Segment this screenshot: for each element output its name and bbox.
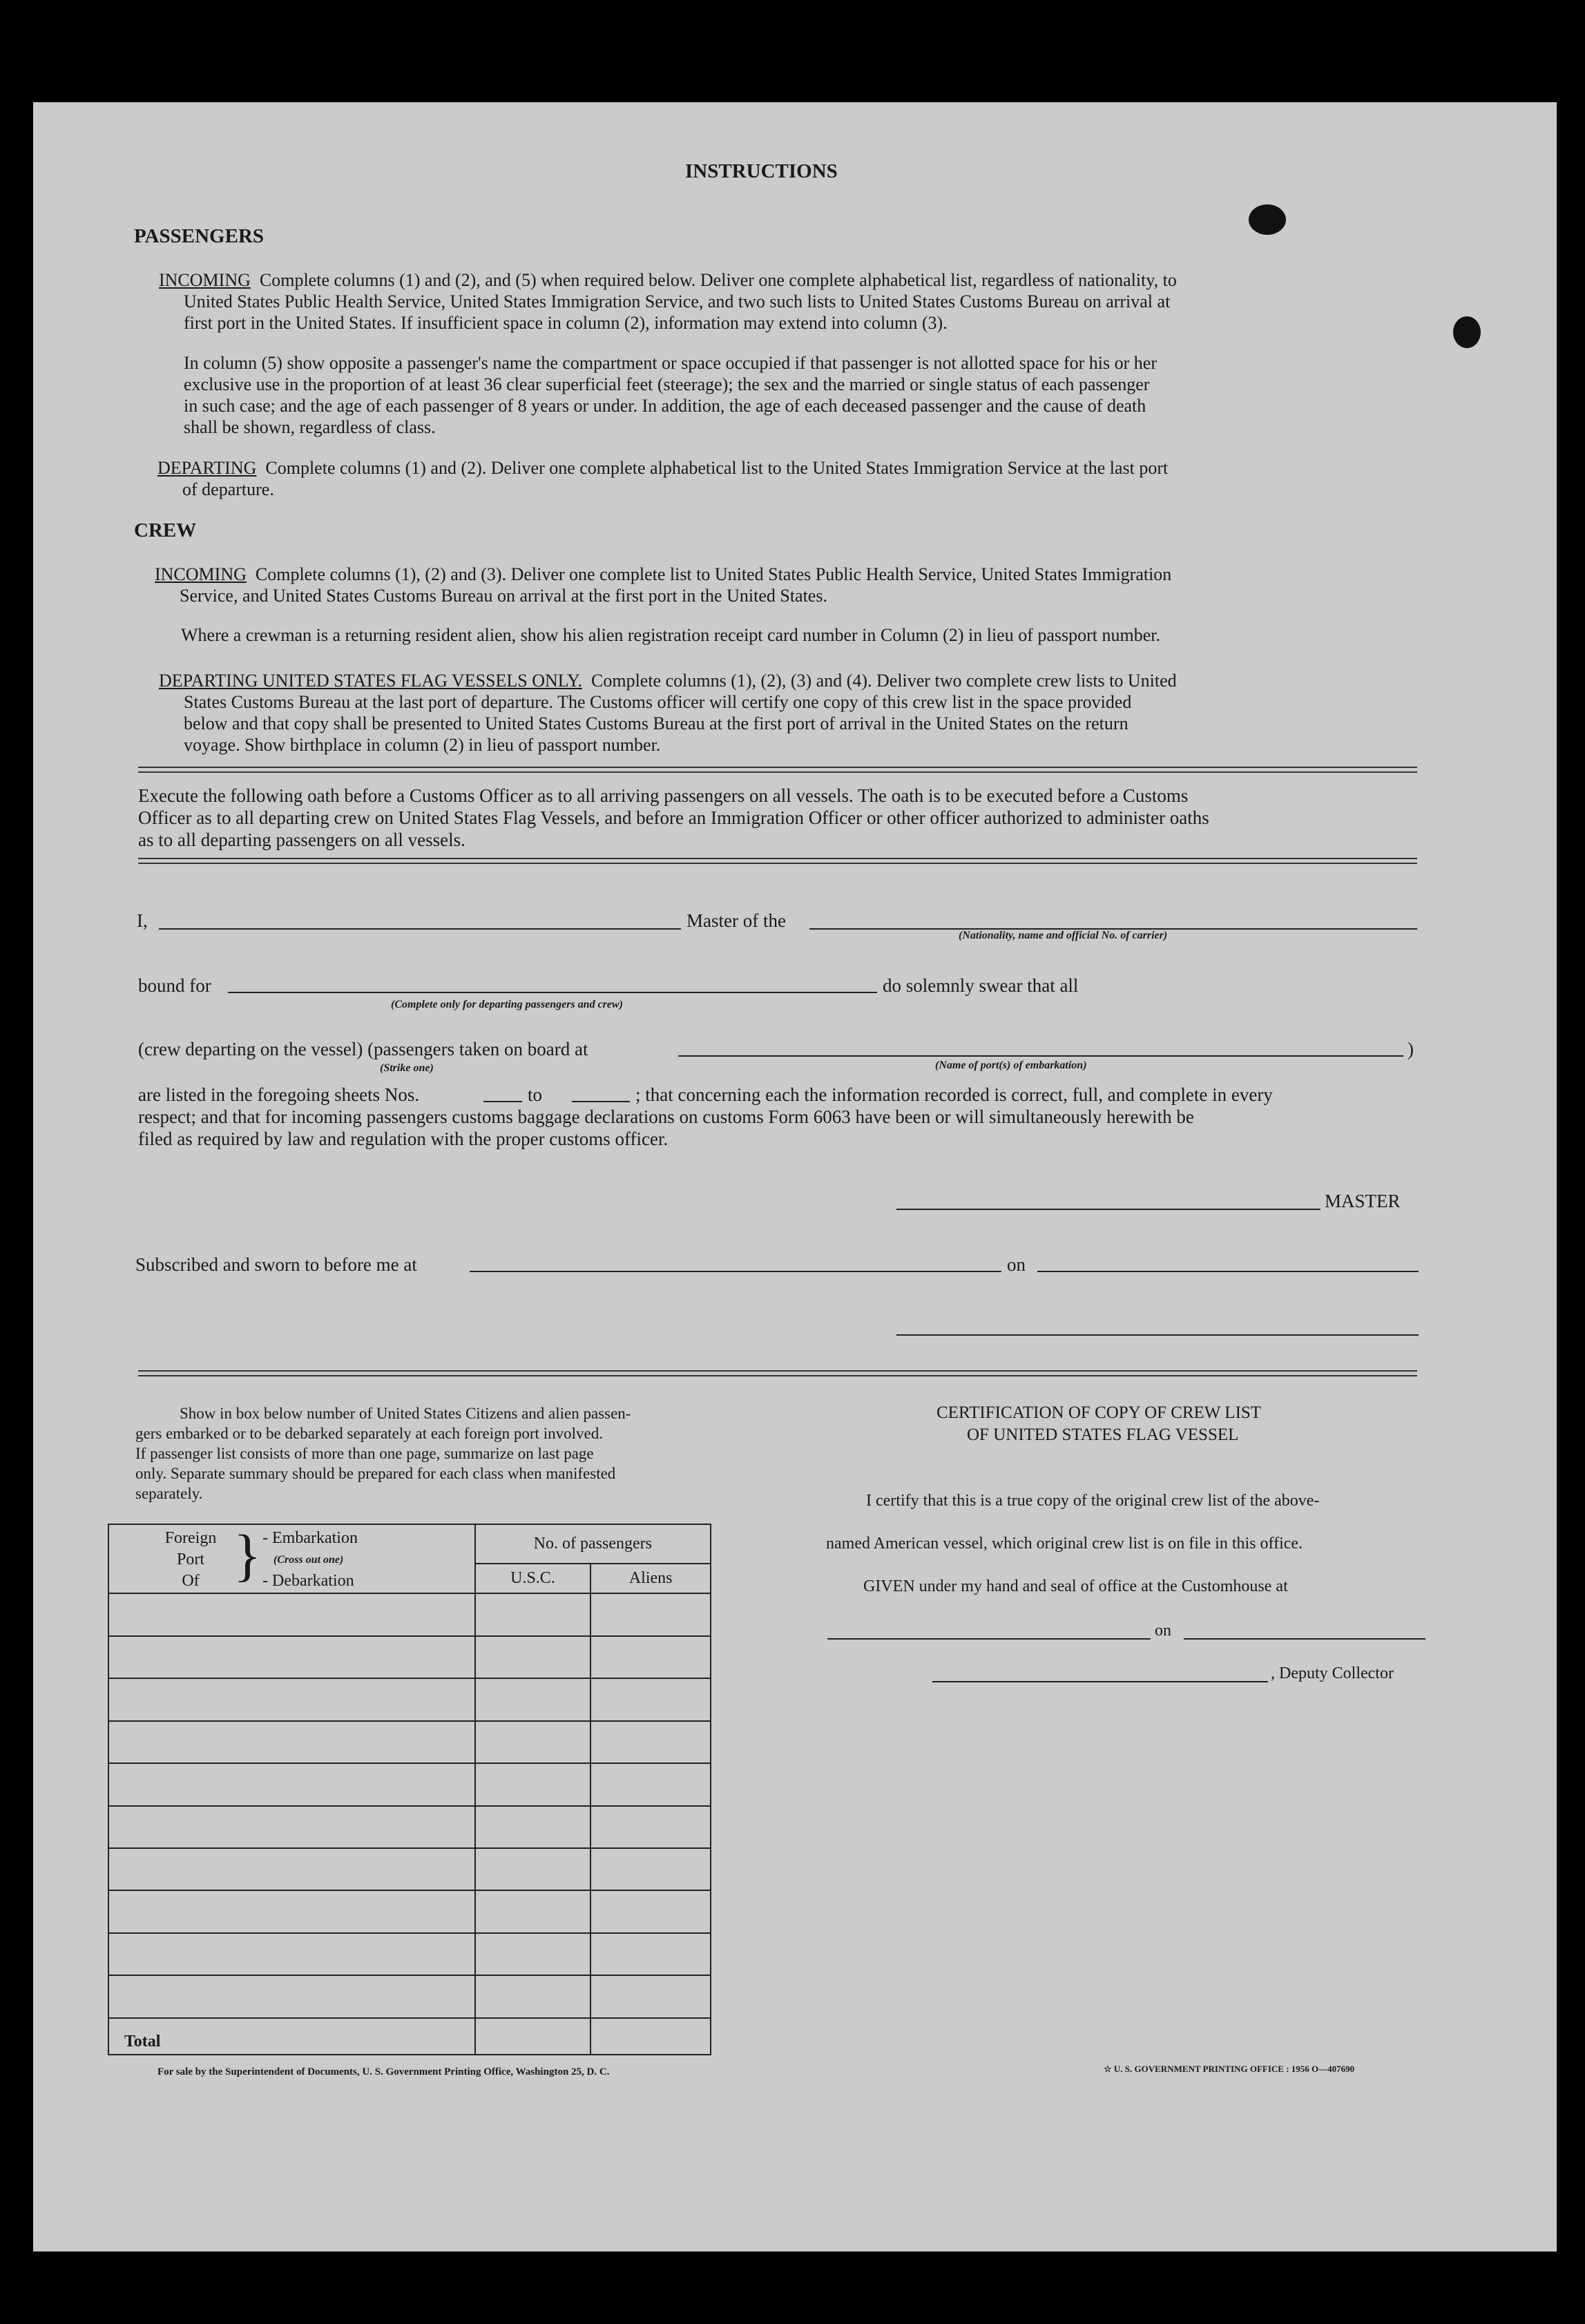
page-title: INSTRUCTIONS <box>685 160 838 182</box>
text-line: United States Public Health Service, United States Immigration Service, and two such lists to United States Customs Bureau on arrival at <box>184 291 1171 311</box>
passengers-departing <box>157 457 1394 500</box>
aliens-cell[interactable] <box>590 1848 711 1890</box>
crew-flag-label: DEPARTING UNITED STATES FLAG VESSELS ONLY. <box>159 671 582 691</box>
brace-icon: } <box>233 1524 262 1588</box>
certification-line: named American vessel, which original crew list is on file in this office. <box>826 1535 1303 1553</box>
on-label: on <box>1007 1254 1026 1275</box>
crew-incoming-label: INCOMING <box>155 564 247 584</box>
section-divider <box>138 858 1417 864</box>
aliens-cell[interactable] <box>590 1721 711 1763</box>
aliens-total-cell[interactable] <box>590 2018 711 2055</box>
text-line: Complete columns (1) and (2). Deliver one complete alphabetical list to the United States Immigration Service at the last port <box>265 458 1169 478</box>
text-line: first port in the United States. If insufficient space in column (2), information may extend into column (3). <box>184 313 948 333</box>
text-line: Execute the following oath before a Customs Officer as to all arriving passengers on all vessels. The oath is to be executed before a Customs <box>138 785 1189 806</box>
text-line: voyage. Show birthplace in column (2) in lieu of passport number. <box>184 735 661 755</box>
usc-cell[interactable] <box>475 1636 591 1678</box>
oath-intro <box>138 785 1416 851</box>
embarkation-label: - Embarkation <box>262 1529 358 1547</box>
port-cell[interactable] <box>108 1721 475 1763</box>
text-line: gers embarked or to be debarked separately at each foreign port involved. <box>135 1425 603 1442</box>
cert-on-label: on <box>1155 1622 1171 1640</box>
filed-line: filed as required by law and regulation with the proper customs officer. <box>138 1129 669 1149</box>
close-paren: ) <box>1408 1039 1414 1059</box>
text-line: below and that copy shall be presented to United States Customs Bureau at the first port of arrival in the United States on the return <box>184 713 1128 733</box>
table-row <box>108 1721 711 1763</box>
listed-label: are listed in the foregoing sheets Nos. <box>138 1084 420 1105</box>
master-of-the-label: Master of the <box>686 910 786 931</box>
passengers-column5 <box>184 352 1399 438</box>
total-row <box>108 2018 711 2055</box>
departing-caption: (Complete only for departing passengers and crew) <box>391 999 623 1010</box>
usc-cell[interactable] <box>475 1763 591 1805</box>
total-label: Total <box>108 2018 475 2055</box>
text-line: exclusive use in the proportion of at least 36 clear superficial feet (steerage); the sex and the married or single status of each passenger <box>184 374 1150 394</box>
aliens-cell[interactable] <box>590 1678 711 1720</box>
table-row <box>108 1933 711 1975</box>
usc-cell[interactable] <box>475 1721 591 1763</box>
crew-heading: CREW <box>134 519 197 541</box>
certification-line: I certify that this is a true copy of the original crew list of the above- <box>866 1492 1320 1510</box>
aliens-cell[interactable] <box>590 1975 711 2017</box>
foreign-label: Foreign <box>164 1529 217 1547</box>
usc-cell[interactable] <box>475 1975 591 2017</box>
usc-total-cell[interactable] <box>475 2018 591 2055</box>
bound-for-field[interactable] <box>228 992 877 993</box>
table-row <box>108 1975 711 2017</box>
text-line: Complete columns (1), (2) and (3). Deliver one complete list to United States Public Health Service, United States Immigration <box>255 564 1172 584</box>
usc-cell[interactable] <box>475 1848 591 1890</box>
table-row <box>108 1763 711 1805</box>
deputy-signature-field[interactable] <box>932 1681 1268 1682</box>
table-row <box>108 1678 711 1720</box>
certification-subtitle: OF UNITED STATES FLAG VESSEL <box>967 1425 1239 1444</box>
port-cell[interactable] <box>108 1593 475 1635</box>
crew-flag-vessels <box>159 670 1395 756</box>
port-cell[interactable] <box>108 1933 475 1975</box>
port-cell[interactable] <box>108 1975 475 2017</box>
section-divider <box>138 1370 1417 1376</box>
sheet-from-field[interactable] <box>483 1101 522 1102</box>
passengers-heading: PASSENGERS <box>134 225 265 247</box>
bound-for-label: bound for <box>138 975 211 996</box>
usc-header: U.S.C. <box>475 1564 591 1593</box>
port-cell[interactable] <box>108 1890 475 1932</box>
usc-cell[interactable] <box>475 1806 591 1848</box>
strike-caption: (Strike one) <box>380 1062 434 1074</box>
aliens-cell[interactable] <box>590 1636 711 1678</box>
table-row <box>108 1848 711 1890</box>
crew-incoming <box>155 564 1391 606</box>
text-line: Show in box below number of United States Citizens and alien passen- <box>180 1405 631 1422</box>
text-line: If passenger list consists of more than one page, summarize on last page <box>135 1445 594 1462</box>
footer-right: ☆ U. S. GOVERNMENT PRINTING OFFICE : 1956 O—407690 <box>1104 2064 1355 2074</box>
deputy-collector-label: , Deputy Collector <box>1271 1664 1394 1682</box>
text-line: separately. <box>135 1485 203 1502</box>
usc-cell[interactable] <box>475 1933 591 1975</box>
certification-line: GIVEN under my hand and seal of office at the Customhouse at <box>863 1577 1288 1595</box>
no-of-passengers-header: No. of passengers <box>475 1524 711 1564</box>
foreign-port-header <box>108 1524 475 1593</box>
text-line: Complete columns (1) and (2), and (5) when required below. Deliver one complete alphabetical list, regardless of nationality, to <box>259 270 1177 290</box>
aliens-header: Aliens <box>590 1564 711 1593</box>
passengers-incoming <box>159 269 1395 334</box>
sworn-date-field[interactable] <box>1037 1271 1419 1272</box>
respect-line: respect; and that for incoming passengers customs baggage declarations on customs Form 6063 have been or will simultaneously herewith be <box>138 1106 1194 1127</box>
debarkation-label: - Debarkation <box>262 1572 354 1590</box>
to-label: to <box>528 1084 543 1105</box>
text-line: Service, and United States Customs Bureau on arrival at the first port in the United States. <box>180 586 827 606</box>
crew-departing-label: (crew departing on the vessel) (passengers taken on board at <box>138 1039 588 1059</box>
aliens-cell[interactable] <box>590 1933 711 1975</box>
footer-left: For sale by the Superintendent of Documents, U. S. Government Printing Office, Washington 25, D. C. <box>157 2066 610 2077</box>
passengers-incoming-label: INCOMING <box>159 270 251 290</box>
table-row <box>108 1636 711 1678</box>
passenger-summary-table <box>108 1524 711 2055</box>
text-line: In column (5) show opposite a passenger's name the compartment or space occupied if that passenger is not allotted space for his or her <box>184 353 1157 373</box>
listed-rest: ; that concerning each the information recorded is correct, full, and complete in every <box>635 1084 1273 1105</box>
port-label: Port <box>176 1550 204 1568</box>
usc-cell[interactable] <box>475 1890 591 1932</box>
text-line: Where a crewman is a returning resident alien, show his alien registration receipt card number in Column (2) in lieu of passport number. <box>181 625 1161 645</box>
swear-label: do solemnly swear that all <box>883 975 1079 996</box>
summary-instructions <box>135 1403 736 1504</box>
of-label: Of <box>182 1572 200 1590</box>
aliens-cell[interactable] <box>590 1890 711 1932</box>
table-row <box>108 1890 711 1932</box>
text-line: as to all departing passengers on all vessels. <box>138 829 465 850</box>
certification-title: CERTIFICATION OF COPY OF CREW LIST <box>936 1403 1262 1422</box>
passengers-departing-label: DEPARTING <box>157 458 257 478</box>
port-caption: (Name of port(s) of embarkation) <box>935 1059 1087 1071</box>
section-divider <box>138 767 1417 773</box>
usc-cell[interactable] <box>475 1678 591 1720</box>
port-cell[interactable] <box>108 1848 475 1890</box>
master-signature-field[interactable] <box>896 1209 1320 1210</box>
text-line: in such case; and the age of each passenger of 8 years or under. In addition, the age of each deceased passenger and the cause of death <box>184 396 1146 416</box>
nationality-caption: (Nationality, name and official No. of carrier) <box>959 930 1168 941</box>
ink-blot <box>1453 316 1481 348</box>
text-line: shall be shown, regardless of class. <box>184 417 436 437</box>
text-line: Complete columns (1), (2), (3) and (4). Deliver two complete crew lists to United <box>591 671 1177 691</box>
aliens-cell[interactable] <box>590 1593 711 1635</box>
table-row <box>108 1593 711 1635</box>
usc-cell[interactable] <box>475 1593 591 1635</box>
port-cell[interactable] <box>108 1678 475 1720</box>
text-line: only. Separate summary should be prepared for each class when manifested <box>135 1465 616 1482</box>
aliens-cell[interactable] <box>590 1806 711 1848</box>
text-line: Officer as to all departing crew on United States Flag Vessels, and before an Immigration Officer or other officer authorized to administer oaths <box>138 807 1209 828</box>
text-line: of departure. <box>182 479 274 499</box>
port-cell[interactable] <box>108 1763 475 1805</box>
crew-resident <box>181 624 1410 646</box>
embarkation-port-field[interactable] <box>678 1055 1403 1057</box>
cross-out-caption: (Cross out one) <box>273 1554 344 1566</box>
ink-blot <box>1249 204 1286 235</box>
port-cell[interactable] <box>108 1806 475 1848</box>
text-line: States Customs Bureau at the last port of departure. The Customs officer will certify one copy of this crew list in the space provided <box>184 692 1132 712</box>
oath-i-label: I, <box>137 910 148 931</box>
subscribed-label: Subscribed and sworn to before me at <box>135 1254 417 1275</box>
officer-signature-field[interactable] <box>896 1334 1419 1336</box>
master-label: MASTER <box>1325 1191 1401 1211</box>
sheet-to-field[interactable] <box>572 1101 630 1102</box>
master-name-field[interactable] <box>159 928 681 930</box>
aliens-cell[interactable] <box>590 1763 711 1805</box>
table-row <box>108 1806 711 1848</box>
sworn-place-field[interactable] <box>470 1271 1001 1272</box>
customhouse-field[interactable] <box>827 1638 1151 1640</box>
port-cell[interactable] <box>108 1636 475 1678</box>
cert-date-field[interactable] <box>1184 1638 1425 1640</box>
